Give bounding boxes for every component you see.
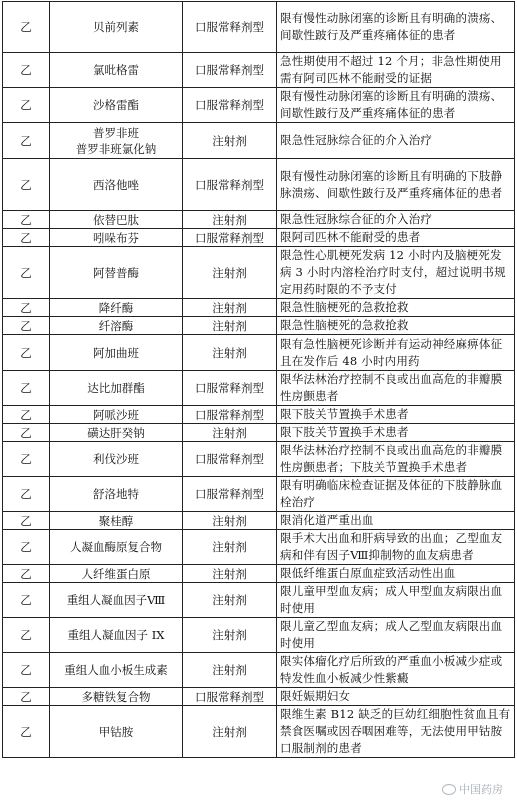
drug-name-cell: 人纤维蛋白原 xyxy=(50,565,183,583)
restriction-note-cell: 限妊娠期妇女 xyxy=(277,688,515,706)
dosage-form-cell: 注射剂 xyxy=(183,211,277,229)
table-row xyxy=(3,565,515,583)
drug-name-cell: 达比加群酯 xyxy=(50,371,183,406)
table-row xyxy=(3,618,515,653)
restriction-note-cell: 急性期使用不超过 12 个月；非急性期使用需有阿司匹林不能耐受的证据 xyxy=(277,53,515,88)
table-row xyxy=(3,211,515,229)
dosage-form-cell: 口服常释剂型 xyxy=(183,477,277,512)
drug-name-cell: 磺达肝癸钠 xyxy=(50,424,183,442)
drug-name-cell: 人凝血酶原复合物 xyxy=(50,530,183,565)
grade-cell: 乙 xyxy=(3,299,50,317)
dosage-form-cell: 注射剂 xyxy=(183,335,277,371)
restriction-note-cell: 限急性脑梗死的急救抢救 xyxy=(277,299,515,317)
grade-cell: 乙 xyxy=(3,653,50,688)
dosage-form-cell: 注射剂 xyxy=(183,653,277,688)
restriction-note-cell: 限儿童乙型血友病；成人乙型血友病限出血时使用 xyxy=(277,618,515,653)
dosage-form-cell: 口服常释剂型 xyxy=(183,88,277,123)
drug-name-cell: 聚桂醇 xyxy=(50,512,183,530)
table-row xyxy=(3,371,515,406)
drug-name-cell: 甲钴胺 xyxy=(50,706,183,758)
drug-name-cell: 重组人凝血因子 IX xyxy=(50,618,183,653)
grade-cell: 乙 xyxy=(3,706,50,758)
table-row xyxy=(3,653,515,688)
grade-cell: 乙 xyxy=(3,565,50,583)
wechat-logo-icon xyxy=(442,784,456,795)
restriction-note-cell: 限有慢性动脉闭塞的诊断且有明确的溃疡、间歇性跛行及严重疼痛体征的患者 xyxy=(277,88,515,123)
restriction-note-cell: 限维生素 B12 缺乏的巨幼红细胞性贫血且有禁食医嘱或因吞咽困难等，无法使用甲钴胺口服制剂的患者 xyxy=(277,706,515,758)
grade-cell: 乙 xyxy=(3,159,50,211)
drug-name-cell: 沙格雷酯 xyxy=(50,88,183,123)
drug-name-cell: 舒洛地特 xyxy=(50,477,183,512)
grade-cell: 乙 xyxy=(3,424,50,442)
table-row xyxy=(3,530,515,565)
grade-cell: 乙 xyxy=(3,247,50,299)
table-row xyxy=(3,442,515,477)
grade-cell: 乙 xyxy=(3,583,50,618)
dosage-form-cell: 口服常释剂型 xyxy=(183,2,277,53)
dosage-form-cell: 注射剂 xyxy=(183,618,277,653)
dosage-form-cell: 口服常释剂型 xyxy=(183,406,277,424)
table-row xyxy=(3,53,515,88)
restriction-note-cell: 限低纤维蛋白原血症致活动性出血 xyxy=(277,565,515,583)
drug-name-cell: 西洛他唑 xyxy=(50,159,183,211)
drug-name-cell: 重组人血小板生成素 xyxy=(50,653,183,688)
drug-name-cell: 阿哌沙班 xyxy=(50,406,183,424)
dosage-form-cell: 口服常释剂型 xyxy=(183,53,277,88)
watermark-text: 中国药房 xyxy=(459,783,503,796)
restriction-note-cell: 限华法林治疗控制不良或出血高危的非瓣膜性房颤患者；下肢关节置换手术患者 xyxy=(277,442,515,477)
table-row xyxy=(3,123,515,159)
grade-cell: 乙 xyxy=(3,406,50,424)
restriction-note-cell: 限实体瘤化疗后所致的严重血小板减少症或特发性血小板减少性紫癜 xyxy=(277,653,515,688)
restriction-note-cell: 限急性脑梗死的急救抢救 xyxy=(277,317,515,335)
table-row xyxy=(3,406,515,424)
grade-cell: 乙 xyxy=(3,477,50,512)
grade-cell: 乙 xyxy=(3,335,50,371)
table-row xyxy=(3,229,515,247)
dosage-form-cell: 注射剂 xyxy=(183,706,277,758)
table-row xyxy=(3,2,515,53)
dosage-form-cell: 注射剂 xyxy=(183,299,277,317)
grade-cell: 乙 xyxy=(3,123,50,159)
table-row xyxy=(3,512,515,530)
drug-name-cell: 贝前列素 xyxy=(50,2,183,53)
restriction-note-cell: 限消化道严重出血 xyxy=(277,512,515,530)
restriction-note-cell: 限儿童甲型血友病；成人甲型血友病限出血时使用 xyxy=(277,583,515,618)
drug-name-cell: 普罗非班 普罗非班氯化钠 xyxy=(50,123,183,159)
restriction-note-cell: 限华法林治疗控制不良或出血高危的非瓣膜性房颤患者 xyxy=(277,371,515,406)
restriction-note-cell: 限下肢关节置换手术患者 xyxy=(277,406,515,424)
drug-name-cell: 阿替普酶 xyxy=(50,247,183,299)
grade-cell: 乙 xyxy=(3,88,50,123)
dosage-form-cell: 口服常释剂型 xyxy=(183,371,277,406)
table-row xyxy=(3,583,515,618)
dosage-form-cell: 注射剂 xyxy=(183,424,277,442)
drug-name-cell: 氯吡格雷 xyxy=(50,53,183,88)
grade-cell: 乙 xyxy=(3,2,50,53)
grade-cell: 乙 xyxy=(3,53,50,88)
table-row xyxy=(3,688,515,706)
drug-name-cell: 利伐沙班 xyxy=(50,442,183,477)
dosage-form-cell: 口服常释剂型 xyxy=(183,229,277,247)
dosage-form-cell: 注射剂 xyxy=(183,247,277,299)
drug-name-cell: 多糖铁复合物 xyxy=(50,688,183,706)
drug-name-cell: 降纤酶 xyxy=(50,299,183,317)
restriction-note-cell: 限有明确临床检查证据及体征的下肢静脉血栓治疗 xyxy=(277,477,515,512)
grade-cell: 乙 xyxy=(3,512,50,530)
drug-name-cell: 依替巴肽 xyxy=(50,211,183,229)
drug-name-cell: 阿加曲班 xyxy=(50,335,183,371)
grade-cell: 乙 xyxy=(3,442,50,477)
table-row xyxy=(3,88,515,123)
restriction-note-cell: 限有慢性动脉闭塞的诊断且有明确的下肢静脉溃疡、间歇性跛行及严重疼痛体征的患者 xyxy=(277,159,515,211)
dosage-form-cell: 口服常释剂型 xyxy=(183,442,277,477)
table-row xyxy=(3,335,515,371)
drug-name-cell: 纤溶酶 xyxy=(50,317,183,335)
table-row xyxy=(3,706,515,758)
drug-name-cell: 重组人凝血因子Ⅷ xyxy=(50,583,183,618)
restriction-note-cell: 限急性冠脉综合征的介入治疗 xyxy=(277,211,515,229)
table-row xyxy=(3,247,515,299)
table-row xyxy=(3,299,515,317)
grade-cell: 乙 xyxy=(3,229,50,247)
table-row xyxy=(3,159,515,211)
dosage-form-cell: 注射剂 xyxy=(183,565,277,583)
dosage-form-cell: 口服常释剂型 xyxy=(183,159,277,211)
grade-cell: 乙 xyxy=(3,530,50,565)
dosage-form-cell: 注射剂 xyxy=(183,583,277,618)
drug-table-body xyxy=(3,2,515,758)
drug-table xyxy=(2,1,515,758)
dosage-form-cell: 注射剂 xyxy=(183,512,277,530)
restriction-note-cell: 限阿司匹林不能耐受的患者 xyxy=(277,229,515,247)
grade-cell: 乙 xyxy=(3,371,50,406)
grade-cell: 乙 xyxy=(3,688,50,706)
dosage-form-cell: 注射剂 xyxy=(183,123,277,159)
table-row xyxy=(3,317,515,335)
restriction-note-cell: 限急性心肌梗死发病 12 小时内及脑梗死发病 3 小时内溶栓治疗时支付，超过说明书规定用药时限的不予支付 xyxy=(277,247,515,299)
dosage-form-cell: 注射剂 xyxy=(183,530,277,565)
restriction-note-cell: 限手术大出血和肝病导致的出血；乙型血友病和伴有因子Ⅷ抑制物的血友病患者 xyxy=(277,530,515,565)
restriction-note-cell: 限有急性脑梗死诊断并有运动神经麻痹体征且在发作后 48 小时内用药 xyxy=(277,335,515,371)
watermark xyxy=(442,781,503,797)
grade-cell: 乙 xyxy=(3,211,50,229)
restriction-note-cell: 限急性冠脉综合征的介入治疗 xyxy=(277,123,515,159)
dosage-form-cell: 口服常释剂型 xyxy=(183,688,277,706)
dosage-form-cell: 注射剂 xyxy=(183,317,277,335)
grade-cell: 乙 xyxy=(3,317,50,335)
restriction-note-cell: 限下肢关节置换手术患者 xyxy=(277,424,515,442)
table-row xyxy=(3,424,515,442)
drug-name-cell: 吲哚布芬 xyxy=(50,229,183,247)
restriction-note-cell: 限有慢性动脉闭塞的诊断且有明确的溃疡、间歇性跛行及严重疼痛体征的患者 xyxy=(277,2,515,53)
grade-cell: 乙 xyxy=(3,618,50,653)
table-row xyxy=(3,477,515,512)
